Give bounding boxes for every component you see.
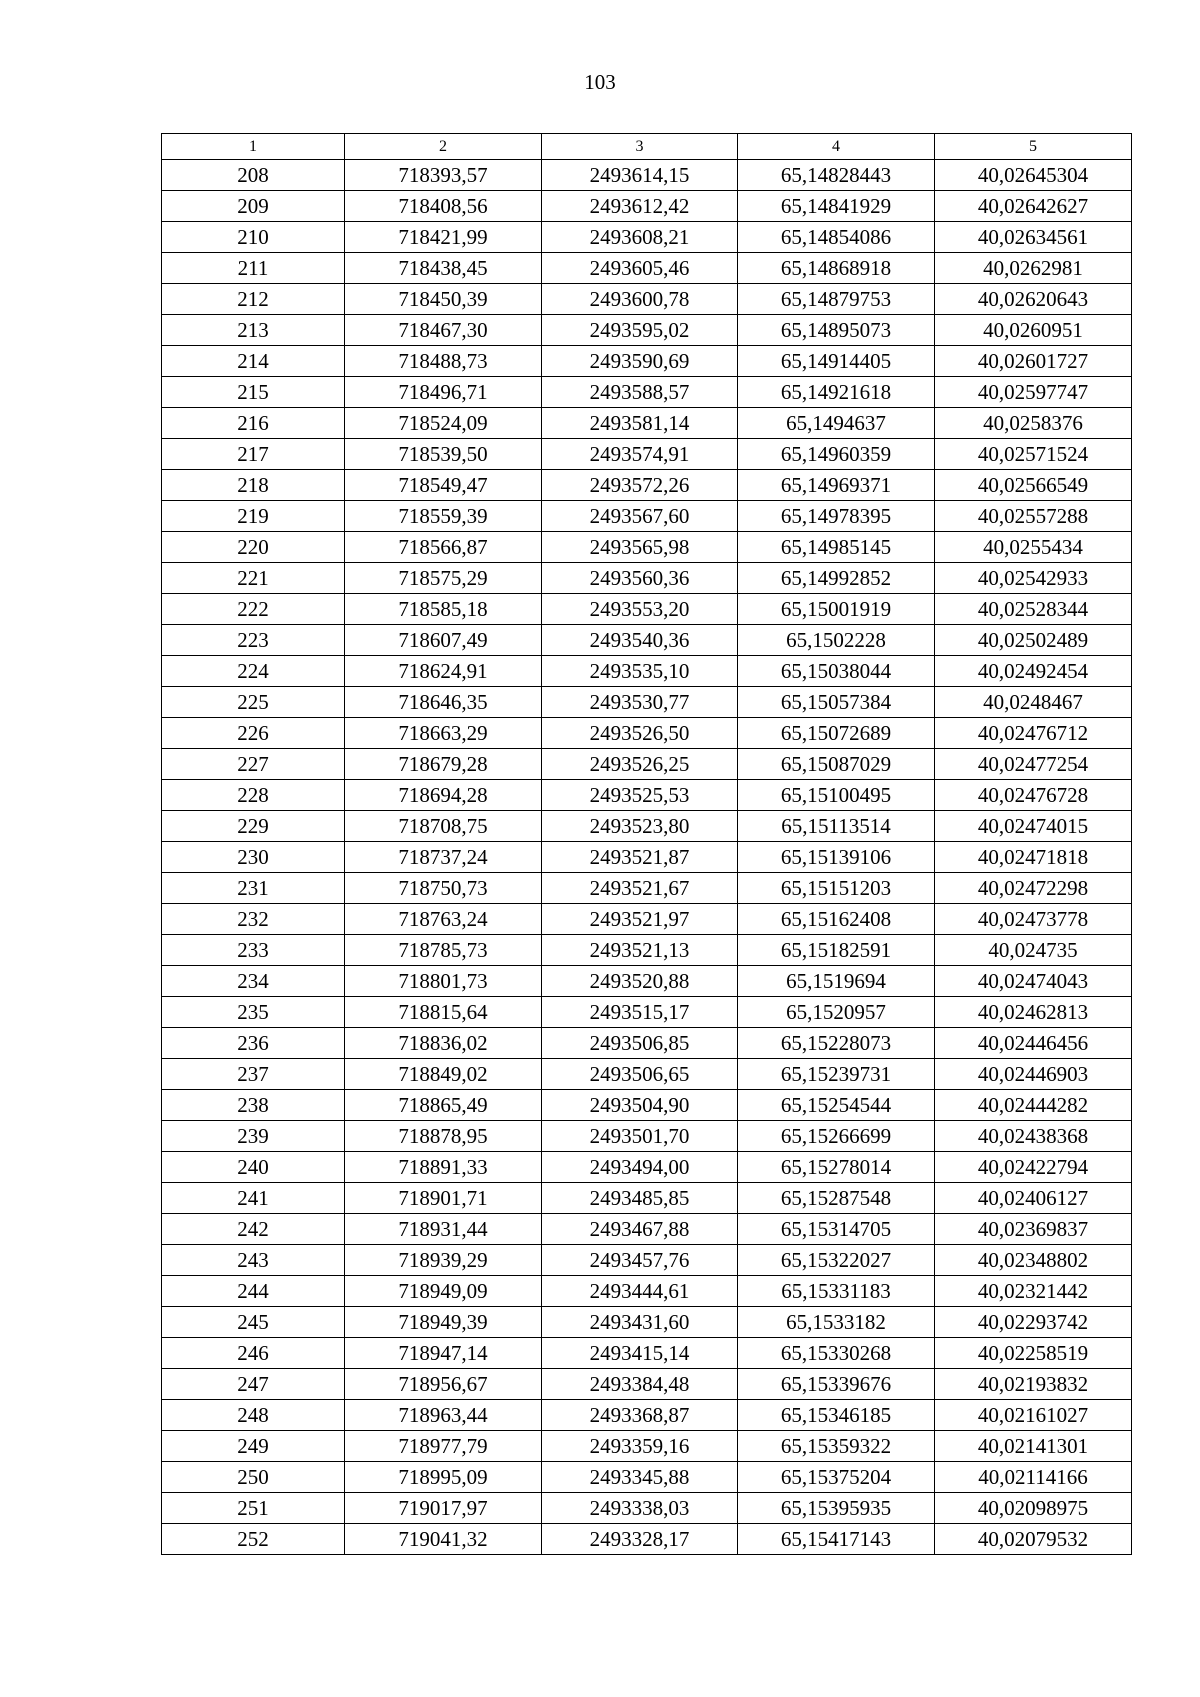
y-coordinate-cell: 2493612,42 <box>542 191 738 222</box>
table-row <box>162 1214 1132 1245</box>
x-coordinate-cell: 718549,47 <box>345 470 542 501</box>
longitude-cell: 40,02620643 <box>935 284 1132 315</box>
table-body <box>162 160 1132 1555</box>
longitude-cell: 40,02542933 <box>935 563 1132 594</box>
y-coordinate-cell: 2493600,78 <box>542 284 738 315</box>
y-coordinate-cell: 2493560,36 <box>542 563 738 594</box>
longitude-cell: 40,02571524 <box>935 439 1132 470</box>
latitude-cell: 65,15314705 <box>738 1214 935 1245</box>
point-number-cell: 244 <box>162 1276 345 1307</box>
y-coordinate-cell: 2493494,00 <box>542 1152 738 1183</box>
longitude-cell: 40,02472298 <box>935 873 1132 904</box>
point-number-cell: 251 <box>162 1493 345 1524</box>
y-coordinate-cell: 2493523,80 <box>542 811 738 842</box>
latitude-cell: 65,1502228 <box>738 625 935 656</box>
y-coordinate-cell: 2493525,53 <box>542 780 738 811</box>
y-coordinate-cell: 2493521,13 <box>542 935 738 966</box>
longitude-cell: 40,02634561 <box>935 222 1132 253</box>
x-coordinate-cell: 718815,64 <box>345 997 542 1028</box>
point-number-cell: 238 <box>162 1090 345 1121</box>
column-header-3: 3 <box>542 134 738 160</box>
x-coordinate-cell: 719017,97 <box>345 1493 542 1524</box>
x-coordinate-cell: 718763,24 <box>345 904 542 935</box>
x-coordinate-cell: 718708,75 <box>345 811 542 842</box>
point-number-cell: 217 <box>162 439 345 470</box>
latitude-cell: 65,15151203 <box>738 873 935 904</box>
point-number-cell: 247 <box>162 1369 345 1400</box>
y-coordinate-cell: 2493521,97 <box>542 904 738 935</box>
x-coordinate-cell: 718694,28 <box>345 780 542 811</box>
y-coordinate-cell: 2493540,36 <box>542 625 738 656</box>
table-row <box>162 997 1132 1028</box>
point-number-cell: 224 <box>162 656 345 687</box>
longitude-cell: 40,02406127 <box>935 1183 1132 1214</box>
latitude-cell: 65,14914405 <box>738 346 935 377</box>
latitude-cell: 65,15322027 <box>738 1245 935 1276</box>
table-row <box>162 1121 1132 1152</box>
x-coordinate-cell: 718408,56 <box>345 191 542 222</box>
latitude-cell: 65,15228073 <box>738 1028 935 1059</box>
longitude-cell: 40,02474015 <box>935 811 1132 842</box>
longitude-cell: 40,02444282 <box>935 1090 1132 1121</box>
table-row <box>162 749 1132 780</box>
table-row <box>162 873 1132 904</box>
latitude-cell: 65,14921618 <box>738 377 935 408</box>
x-coordinate-cell: 718663,29 <box>345 718 542 749</box>
y-coordinate-cell: 2493590,69 <box>542 346 738 377</box>
latitude-cell: 65,15038044 <box>738 656 935 687</box>
y-coordinate-cell: 2493501,70 <box>542 1121 738 1152</box>
x-coordinate-cell: 718801,73 <box>345 966 542 997</box>
point-number-cell: 209 <box>162 191 345 222</box>
longitude-cell: 40,0255434 <box>935 532 1132 563</box>
latitude-cell: 65,15001919 <box>738 594 935 625</box>
latitude-cell: 65,15162408 <box>738 904 935 935</box>
longitude-cell: 40,02557288 <box>935 501 1132 532</box>
x-coordinate-cell: 718393,57 <box>345 160 542 191</box>
x-coordinate-cell: 718995,09 <box>345 1462 542 1493</box>
table-row <box>162 811 1132 842</box>
x-coordinate-cell: 718646,35 <box>345 687 542 718</box>
longitude-cell: 40,02079532 <box>935 1524 1132 1555</box>
latitude-cell: 65,15278014 <box>738 1152 935 1183</box>
point-number-cell: 211 <box>162 253 345 284</box>
table-row <box>162 1369 1132 1400</box>
latitude-cell: 65,14960359 <box>738 439 935 470</box>
longitude-cell: 40,02369837 <box>935 1214 1132 1245</box>
x-coordinate-cell: 718624,91 <box>345 656 542 687</box>
x-coordinate-cell: 718467,30 <box>345 315 542 346</box>
latitude-cell: 65,14985145 <box>738 532 935 563</box>
latitude-cell: 65,15266699 <box>738 1121 935 1152</box>
table-row <box>162 594 1132 625</box>
latitude-cell: 65,14854086 <box>738 222 935 253</box>
point-number-cell: 227 <box>162 749 345 780</box>
point-number-cell: 228 <box>162 780 345 811</box>
point-number-cell: 246 <box>162 1338 345 1369</box>
longitude-cell: 40,0262981 <box>935 253 1132 284</box>
point-number-cell: 236 <box>162 1028 345 1059</box>
longitude-cell: 40,02642627 <box>935 191 1132 222</box>
latitude-cell: 65,15331183 <box>738 1276 935 1307</box>
y-coordinate-cell: 2493608,21 <box>542 222 738 253</box>
y-coordinate-cell: 2493526,25 <box>542 749 738 780</box>
x-coordinate-cell: 718949,39 <box>345 1307 542 1338</box>
longitude-cell: 40,02098975 <box>935 1493 1132 1524</box>
point-number-cell: 229 <box>162 811 345 842</box>
y-coordinate-cell: 2493520,88 <box>542 966 738 997</box>
longitude-cell: 40,02601727 <box>935 346 1132 377</box>
y-coordinate-cell: 2493506,65 <box>542 1059 738 1090</box>
y-coordinate-cell: 2493328,17 <box>542 1524 738 1555</box>
table-row <box>162 1245 1132 1276</box>
x-coordinate-cell: 718963,44 <box>345 1400 542 1431</box>
x-coordinate-cell: 718539,50 <box>345 439 542 470</box>
table-row <box>162 191 1132 222</box>
latitude-cell: 65,15087029 <box>738 749 935 780</box>
y-coordinate-cell: 2493521,67 <box>542 873 738 904</box>
table-row <box>162 532 1132 563</box>
longitude-cell: 40,02462813 <box>935 997 1132 1028</box>
column-header-1: 1 <box>162 134 345 160</box>
x-coordinate-cell: 718901,71 <box>345 1183 542 1214</box>
y-coordinate-cell: 2493515,17 <box>542 997 738 1028</box>
point-number-cell: 225 <box>162 687 345 718</box>
longitude-cell: 40,02446903 <box>935 1059 1132 1090</box>
point-number-cell: 233 <box>162 935 345 966</box>
table-row <box>162 1493 1132 1524</box>
x-coordinate-cell: 718488,73 <box>345 346 542 377</box>
longitude-cell: 40,02476712 <box>935 718 1132 749</box>
point-number-cell: 245 <box>162 1307 345 1338</box>
table-row <box>162 1090 1132 1121</box>
x-coordinate-cell: 718607,49 <box>345 625 542 656</box>
y-coordinate-cell: 2493530,77 <box>542 687 738 718</box>
x-coordinate-cell: 718977,79 <box>345 1431 542 1462</box>
longitude-cell: 40,02446456 <box>935 1028 1132 1059</box>
longitude-cell: 40,02321442 <box>935 1276 1132 1307</box>
point-number-cell: 218 <box>162 470 345 501</box>
table-row <box>162 501 1132 532</box>
latitude-cell: 65,15057384 <box>738 687 935 718</box>
longitude-cell: 40,0248467 <box>935 687 1132 718</box>
longitude-cell: 40,02348802 <box>935 1245 1132 1276</box>
y-coordinate-cell: 2493345,88 <box>542 1462 738 1493</box>
latitude-cell: 65,15072689 <box>738 718 935 749</box>
latitude-cell: 65,15254544 <box>738 1090 935 1121</box>
longitude-cell: 40,02502489 <box>935 625 1132 656</box>
y-coordinate-cell: 2493572,26 <box>542 470 738 501</box>
y-coordinate-cell: 2493467,88 <box>542 1214 738 1245</box>
y-coordinate-cell: 2493567,60 <box>542 501 738 532</box>
point-number-cell: 243 <box>162 1245 345 1276</box>
longitude-cell: 40,02114166 <box>935 1462 1132 1493</box>
latitude-cell: 65,1494637 <box>738 408 935 439</box>
table-row <box>162 160 1132 191</box>
point-number-cell: 231 <box>162 873 345 904</box>
longitude-cell: 40,02293742 <box>935 1307 1132 1338</box>
point-number-cell: 252 <box>162 1524 345 1555</box>
y-coordinate-cell: 2493506,85 <box>542 1028 738 1059</box>
y-coordinate-cell: 2493581,14 <box>542 408 738 439</box>
latitude-cell: 65,15375204 <box>738 1462 935 1493</box>
latitude-cell: 65,14969371 <box>738 470 935 501</box>
table-row <box>162 1183 1132 1214</box>
table-row <box>162 1152 1132 1183</box>
y-coordinate-cell: 2493457,76 <box>542 1245 738 1276</box>
y-coordinate-cell: 2493444,61 <box>542 1276 738 1307</box>
x-coordinate-cell: 718737,24 <box>345 842 542 873</box>
longitude-cell: 40,02473778 <box>935 904 1132 935</box>
latitude-cell: 65,1520957 <box>738 997 935 1028</box>
point-number-cell: 226 <box>162 718 345 749</box>
x-coordinate-cell: 718891,33 <box>345 1152 542 1183</box>
latitude-cell: 65,14879753 <box>738 284 935 315</box>
latitude-cell: 65,15339676 <box>738 1369 935 1400</box>
x-coordinate-cell: 718939,29 <box>345 1245 542 1276</box>
column-header-4: 4 <box>738 134 935 160</box>
y-coordinate-cell: 2493384,48 <box>542 1369 738 1400</box>
x-coordinate-cell: 718566,87 <box>345 532 542 563</box>
x-coordinate-cell: 718947,14 <box>345 1338 542 1369</box>
table-row <box>162 966 1132 997</box>
point-number-cell: 232 <box>162 904 345 935</box>
table-row <box>162 656 1132 687</box>
longitude-cell: 40,02258519 <box>935 1338 1132 1369</box>
longitude-cell: 40,02477254 <box>935 749 1132 780</box>
point-number-cell: 215 <box>162 377 345 408</box>
table-row <box>162 377 1132 408</box>
x-coordinate-cell: 718785,73 <box>345 935 542 966</box>
y-coordinate-cell: 2493338,03 <box>542 1493 738 1524</box>
latitude-cell: 65,1519694 <box>738 966 935 997</box>
x-coordinate-cell: 718931,44 <box>345 1214 542 1245</box>
y-coordinate-cell: 2493415,14 <box>542 1338 738 1369</box>
point-number-cell: 237 <box>162 1059 345 1090</box>
point-number-cell: 250 <box>162 1462 345 1493</box>
table-header <box>162 134 1132 160</box>
longitude-cell: 40,02492454 <box>935 656 1132 687</box>
point-number-cell: 239 <box>162 1121 345 1152</box>
column-header-2: 2 <box>345 134 542 160</box>
longitude-cell: 40,02422794 <box>935 1152 1132 1183</box>
point-number-cell: 221 <box>162 563 345 594</box>
table-row <box>162 222 1132 253</box>
table-row <box>162 1307 1132 1338</box>
table-row <box>162 470 1132 501</box>
header-row <box>162 134 1132 160</box>
x-coordinate-cell: 718956,67 <box>345 1369 542 1400</box>
y-coordinate-cell: 2493485,85 <box>542 1183 738 1214</box>
point-number-cell: 210 <box>162 222 345 253</box>
latitude-cell: 65,15113514 <box>738 811 935 842</box>
longitude-cell: 40,024735 <box>935 935 1132 966</box>
table-row <box>162 687 1132 718</box>
point-number-cell: 219 <box>162 501 345 532</box>
longitude-cell: 40,02528344 <box>935 594 1132 625</box>
y-coordinate-cell: 2493431,60 <box>542 1307 738 1338</box>
page-number: 103 <box>584 70 616 94</box>
longitude-cell: 40,02474043 <box>935 966 1132 997</box>
x-coordinate-cell: 718849,02 <box>345 1059 542 1090</box>
table-row <box>162 315 1132 346</box>
latitude-cell: 65,15287548 <box>738 1183 935 1214</box>
x-coordinate-cell: 718750,73 <box>345 873 542 904</box>
column-header-5: 5 <box>935 134 1132 160</box>
x-coordinate-cell: 718450,39 <box>345 284 542 315</box>
point-number-cell: 248 <box>162 1400 345 1431</box>
table-row <box>162 842 1132 873</box>
point-number-cell: 208 <box>162 160 345 191</box>
x-coordinate-cell: 719041,32 <box>345 1524 542 1555</box>
table-row <box>162 1462 1132 1493</box>
table-row <box>162 284 1132 315</box>
table-row <box>162 1059 1132 1090</box>
longitude-cell: 40,0258376 <box>935 408 1132 439</box>
longitude-cell: 40,02597747 <box>935 377 1132 408</box>
point-number-cell: 249 <box>162 1431 345 1462</box>
point-number-cell: 222 <box>162 594 345 625</box>
table-row <box>162 1431 1132 1462</box>
x-coordinate-cell: 718836,02 <box>345 1028 542 1059</box>
table-row <box>162 1276 1132 1307</box>
longitude-cell: 40,02476728 <box>935 780 1132 811</box>
point-number-cell: 220 <box>162 532 345 563</box>
latitude-cell: 65,15359322 <box>738 1431 935 1462</box>
table-row <box>162 1338 1132 1369</box>
latitude-cell: 65,14895073 <box>738 315 935 346</box>
table-row <box>162 563 1132 594</box>
table-row <box>162 904 1132 935</box>
latitude-cell: 65,1533182 <box>738 1307 935 1338</box>
latitude-cell: 65,15330268 <box>738 1338 935 1369</box>
y-coordinate-cell: 2493526,50 <box>542 718 738 749</box>
latitude-cell: 65,15100495 <box>738 780 935 811</box>
point-number-cell: 223 <box>162 625 345 656</box>
table-row <box>162 718 1132 749</box>
longitude-cell: 40,02438368 <box>935 1121 1132 1152</box>
table-row <box>162 1028 1132 1059</box>
latitude-cell: 65,14868918 <box>738 253 935 284</box>
y-coordinate-cell: 2493504,90 <box>542 1090 738 1121</box>
y-coordinate-cell: 2493574,91 <box>542 439 738 470</box>
y-coordinate-cell: 2493521,87 <box>542 842 738 873</box>
table-row <box>162 1524 1132 1555</box>
y-coordinate-cell: 2493359,16 <box>542 1431 738 1462</box>
y-coordinate-cell: 2493553,20 <box>542 594 738 625</box>
latitude-cell: 65,15182591 <box>738 935 935 966</box>
latitude-cell: 65,15395935 <box>738 1493 935 1524</box>
table-row <box>162 439 1132 470</box>
y-coordinate-cell: 2493588,57 <box>542 377 738 408</box>
latitude-cell: 65,14841929 <box>738 191 935 222</box>
point-number-cell: 214 <box>162 346 345 377</box>
x-coordinate-cell: 718524,09 <box>345 408 542 439</box>
table-row <box>162 346 1132 377</box>
table-row <box>162 935 1132 966</box>
longitude-cell: 40,0260951 <box>935 315 1132 346</box>
y-coordinate-cell: 2493565,98 <box>542 532 738 563</box>
point-number-cell: 212 <box>162 284 345 315</box>
latitude-cell: 65,14828443 <box>738 160 935 191</box>
x-coordinate-cell: 718559,39 <box>345 501 542 532</box>
point-number-cell: 213 <box>162 315 345 346</box>
table-row <box>162 1400 1132 1431</box>
x-coordinate-cell: 718878,95 <box>345 1121 542 1152</box>
longitude-cell: 40,02645304 <box>935 160 1132 191</box>
y-coordinate-cell: 2493614,15 <box>542 160 738 191</box>
point-number-cell: 230 <box>162 842 345 873</box>
latitude-cell: 65,15239731 <box>738 1059 935 1090</box>
x-coordinate-cell: 718421,99 <box>345 222 542 253</box>
x-coordinate-cell: 718865,49 <box>345 1090 542 1121</box>
point-number-cell: 235 <box>162 997 345 1028</box>
point-number-cell: 242 <box>162 1214 345 1245</box>
point-number-cell: 241 <box>162 1183 345 1214</box>
latitude-cell: 65,14992852 <box>738 563 935 594</box>
latitude-cell: 65,15346185 <box>738 1400 935 1431</box>
longitude-cell: 40,02566549 <box>935 470 1132 501</box>
point-number-cell: 240 <box>162 1152 345 1183</box>
y-coordinate-cell: 2493595,02 <box>542 315 738 346</box>
point-number-cell: 216 <box>162 408 345 439</box>
table-row <box>162 408 1132 439</box>
x-coordinate-cell: 718496,71 <box>345 377 542 408</box>
x-coordinate-cell: 718575,29 <box>345 563 542 594</box>
table-row <box>162 780 1132 811</box>
x-coordinate-cell: 718679,28 <box>345 749 542 780</box>
x-coordinate-cell: 718438,45 <box>345 253 542 284</box>
latitude-cell: 65,14978395 <box>738 501 935 532</box>
longitude-cell: 40,02161027 <box>935 1400 1132 1431</box>
x-coordinate-cell: 718949,09 <box>345 1276 542 1307</box>
coordinates-table <box>161 133 1132 1555</box>
longitude-cell: 40,02141301 <box>935 1431 1132 1462</box>
latitude-cell: 65,15139106 <box>738 842 935 873</box>
longitude-cell: 40,02471818 <box>935 842 1132 873</box>
latitude-cell: 65,15417143 <box>738 1524 935 1555</box>
x-coordinate-cell: 718585,18 <box>345 594 542 625</box>
y-coordinate-cell: 2493368,87 <box>542 1400 738 1431</box>
y-coordinate-cell: 2493605,46 <box>542 253 738 284</box>
y-coordinate-cell: 2493535,10 <box>542 656 738 687</box>
table-row <box>162 253 1132 284</box>
longitude-cell: 40,02193832 <box>935 1369 1132 1400</box>
point-number-cell: 234 <box>162 966 345 997</box>
table-row <box>162 625 1132 656</box>
